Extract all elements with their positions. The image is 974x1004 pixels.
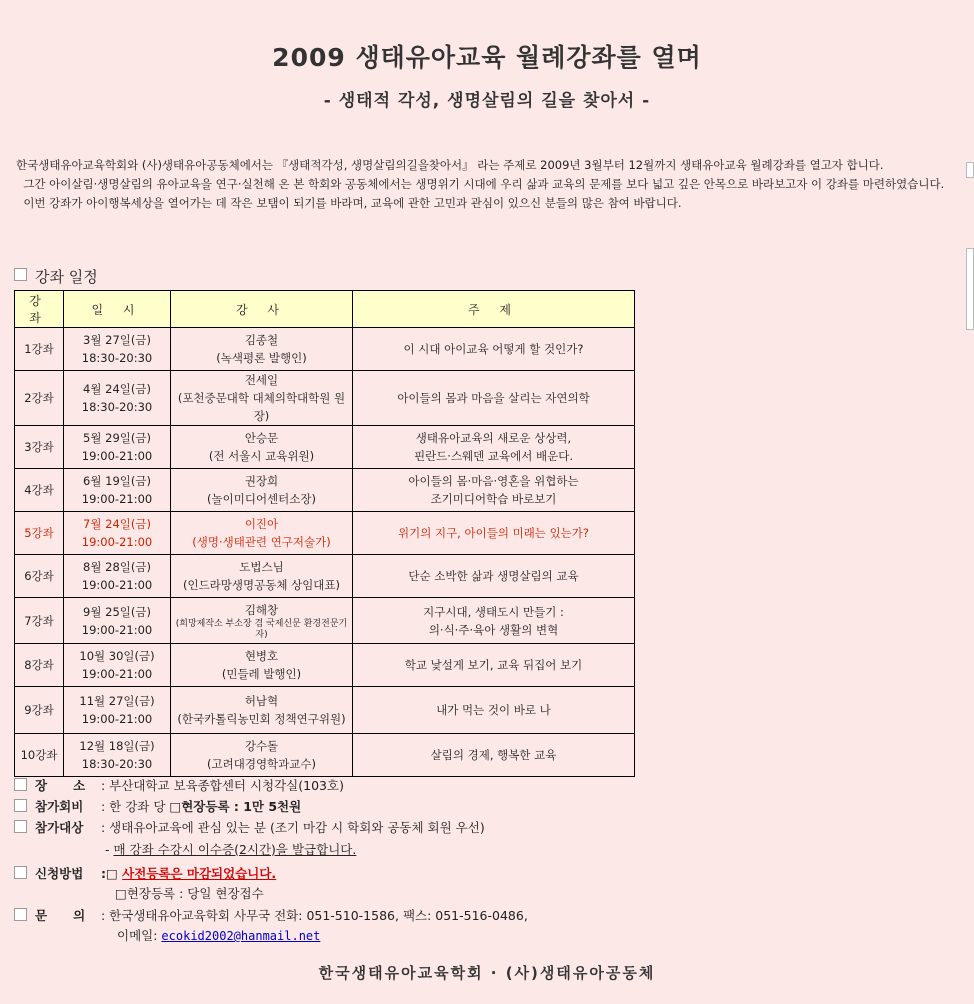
intro-paragraph: 한국생태유아교육학회와 (사)생태유아공동체에서는 『생태적각성, 생명살림의길을찾아서』 라는 주제로 2009년 3월부터 12월까지 생태유아교육 월례강좌를 열고자 합니다.: [16, 158, 884, 172]
fee-onsite: □현장등록: [169, 799, 230, 814]
speaker-name: 김종철: [244, 333, 279, 347]
lecture-time: 19:00-21:00: [81, 712, 153, 726]
speaker-affiliation: (희망제작소 부소장 겸 국제신문 환경전문기자): [175, 618, 348, 640]
table-row: [15, 644, 635, 687]
fee-line: [14, 797, 301, 815]
lecture-time: 19:00-21:00: [81, 449, 153, 463]
speaker-name: 도법스님: [239, 560, 284, 574]
topic-line: 내가 먹는 것이 바로 나: [436, 703, 551, 717]
schedule-heading: 강좌 일정: [14, 266, 98, 287]
lecture-number: 10강좌: [15, 734, 64, 777]
lecture-date: 10월 30일(금): [79, 649, 155, 663]
table-header-row: [15, 291, 635, 328]
speaker-affiliation: (포천중문대학 대체의학대학원 원장): [177, 391, 346, 423]
lecture-topic: [353, 512, 635, 555]
checkbox-icon: [14, 908, 27, 921]
lecture-datetime: [64, 426, 171, 469]
table-row: [15, 687, 635, 734]
column-header: 주 제: [353, 291, 635, 328]
lecture-speaker: [171, 512, 353, 555]
topic-line: 조기미디어학습 바로보기: [430, 492, 557, 506]
lecture-time: 19:00-21:00: [81, 535, 153, 549]
apply-label: 신청방법: [35, 866, 84, 881]
topic-line: 핀란드·스웨덴 교육에서 배운다.: [413, 449, 574, 463]
schedule-table: [14, 290, 635, 777]
topic-line: 아이들의 몸과 마음을 살리는 자연의학: [397, 391, 590, 405]
lecture-date: 6월 19일(금): [83, 474, 151, 488]
lecture-topic: [353, 644, 635, 687]
target-note: 매 강좌 수강시 이수증(2시간)을 발급합니다.: [113, 842, 357, 857]
lecture-datetime: [64, 687, 171, 734]
page-title: 2009 생태유아교육 월례강좌를 열며: [272, 43, 702, 72]
checkbox-icon: [14, 778, 27, 791]
speaker-name: 전세일: [244, 373, 279, 387]
lecture-time: 18:30-20:30: [81, 400, 153, 414]
table-row: [15, 555, 635, 598]
lecture-topic: [353, 687, 635, 734]
speaker-affiliation: (한국카톨릭농민회 정책연구위원): [177, 712, 346, 726]
lecture-date: 4월 24일(금): [83, 382, 151, 396]
lecture-number: 2강좌: [15, 371, 64, 426]
lecture-number: 3강좌: [15, 426, 64, 469]
speaker-name: 허남혁: [244, 694, 279, 708]
lecture-date: 5월 29일(금): [83, 431, 151, 445]
email-link[interactable]: ecokid2002@hanmail.net: [161, 929, 321, 943]
lecture-speaker: [171, 555, 353, 598]
target-note-line: [105, 840, 356, 858]
target-label: 참가대상: [35, 820, 84, 835]
lecture-time: 18:30-20:30: [81, 757, 153, 771]
table-row: [15, 512, 635, 555]
table-row: [15, 426, 635, 469]
lecture-topic: [353, 469, 635, 512]
lecture-speaker: [171, 687, 353, 734]
lecture-topic: [353, 371, 635, 426]
topic-line: 의·식·주·육아 생활의 변혁: [428, 622, 559, 637]
topic-line: 단순 소박한 삶과 생명살림의 교육: [408, 569, 579, 583]
scroll-marker: [966, 248, 974, 330]
lecture-speaker: [171, 371, 353, 426]
target-line: [14, 818, 485, 836]
place-label: 장 소: [35, 778, 86, 793]
speaker-affiliation: (전 서울시 교육위원): [208, 449, 315, 463]
lecture-datetime: [64, 598, 171, 644]
checkbox-icon: [14, 866, 27, 879]
lecture-date: 12월 18일(금): [79, 739, 155, 753]
lecture-time: 19:00-21:00: [81, 667, 153, 681]
checkbox-icon: [14, 820, 27, 833]
schedule-body: [15, 328, 635, 777]
apply-prefix: :□: [101, 866, 123, 881]
lecture-datetime: [64, 644, 171, 687]
footer-organizers: 한국생태유아교육학회 · (사)생태유아공동체: [318, 964, 656, 982]
speaker-name: 이진아: [244, 517, 279, 531]
lecture-topic: [353, 555, 635, 598]
lecture-number: 1강좌: [15, 328, 64, 371]
table-row: [15, 328, 635, 371]
lecture-topic: [353, 328, 635, 371]
intro-paragraph: 이번 강좌가 아이행복세상을 열어가는 데 작은 보탬이 되기를 바라며, 교육에 관한 고민과 관심이 있으신 분들의 많은 참여 바랍니다.: [16, 196, 682, 210]
topic-line: 살림의 경제, 행복한 교육: [430, 748, 557, 762]
table-row: [15, 598, 635, 644]
table-row: [15, 371, 635, 426]
fee-label: 참가회비: [35, 799, 84, 814]
lecture-speaker: [171, 328, 353, 371]
topic-line: 생태유아교육의 새로운 상상력,: [415, 431, 572, 445]
topic-line: 지구시대, 생태도시 만들기 :: [423, 604, 564, 619]
column-header: 일 시: [64, 291, 171, 328]
lecture-number: 8강좌: [15, 644, 64, 687]
topic-line: 이 시대 아이교육 어떻게 할 것인가?: [403, 342, 584, 356]
checkbox-icon: [14, 268, 27, 281]
contact-line: [14, 906, 528, 924]
lecture-datetime: [64, 469, 171, 512]
column-header: 강 사: [171, 291, 353, 328]
lecture-speaker: [171, 469, 353, 512]
lecture-datetime: [64, 734, 171, 777]
email-label: 이메일:: [117, 928, 162, 943]
lecture-number: 4강좌: [15, 469, 64, 512]
table-row: [15, 469, 635, 512]
topic-line: 학교 낯설게 보기, 교육 뒤집어 보기: [404, 658, 583, 672]
lecture-time: 19:00-21:00: [81, 492, 153, 506]
lecture-topic: [353, 426, 635, 469]
lecture-number: 5강좌: [15, 512, 64, 555]
apply-line-2: □현장등록 : 당일 현장접수: [115, 886, 264, 901]
lecture-topic: [353, 734, 635, 777]
speaker-name: 강수돌: [244, 739, 279, 753]
speaker-affiliation: (고려대경영학과교수): [207, 757, 316, 771]
lecture-date: 3월 27일(금): [83, 333, 151, 347]
place-value: : 부산대학교 보육종합센터 시청각실(103호): [101, 778, 344, 793]
apply-line: [14, 864, 276, 882]
lecture-date: 9월 25일(금): [83, 604, 151, 619]
speaker-name: 권장희: [244, 474, 279, 488]
lecture-datetime: [64, 512, 171, 555]
fee-value: : 한 강좌 당: [101, 799, 170, 814]
speaker-name: 안승문: [244, 431, 279, 445]
speaker-affiliation: (생명·생태관련 연구저술가): [192, 535, 331, 549]
checkbox-icon: [14, 799, 27, 812]
lecture-number: 9강좌: [15, 687, 64, 734]
speaker-affiliation: (인드라망생명공동체 상임대표): [182, 578, 341, 592]
topic-line: 아이들의 몸·마음·영혼을 위협하는: [408, 474, 579, 488]
apply-closed-notice: 사전등록은 마감되었습니다.: [122, 866, 277, 881]
speaker-name: 김해창: [244, 602, 279, 617]
lecture-topic: [353, 598, 635, 644]
target-value: : 생태유아교육에 관심 있는 분 (조기 마감 시 학회와 공동체 회원 우선): [101, 820, 485, 835]
lecture-datetime: [64, 371, 171, 426]
speaker-name: 현병호: [244, 649, 279, 663]
lecture-speaker: [171, 644, 353, 687]
fee-amount: : 1만 5천원: [229, 799, 302, 814]
lecture-date: 11월 27일(금): [79, 694, 155, 708]
contact-label: 문 의: [35, 908, 86, 923]
lecture-number: 6강좌: [15, 555, 64, 598]
speaker-affiliation: (놀이미디어센터소장): [207, 492, 316, 506]
lecture-datetime: [64, 555, 171, 598]
table-row: [15, 734, 635, 777]
lecture-speaker: [171, 734, 353, 777]
lecture-speaker: [171, 426, 353, 469]
email-line: [117, 926, 320, 944]
intro-paragraph: 그간 아이살림·생명살림의 유아교육을 연구·실천해 온 본 학회와 공동체에서는 생명위기 시대에 우리 삶과 교육의 문제를 보다 넓고 깊은 안목으로 바라보고자 이 강좌를 마련하였습니다.: [16, 177, 945, 191]
lecture-time: 19:00-21:00: [81, 578, 153, 592]
lecture-time: 18:30-20:30: [81, 351, 153, 365]
target-note-prefix: -: [105, 842, 114, 857]
contact-value: : 한국생태유아교육학회 사무국 전화: 051-510-1586, 팩스: 051-516-0486,: [101, 908, 528, 923]
intro-text: [16, 156, 951, 213]
lecture-datetime: [64, 328, 171, 371]
lecture-time: 19:00-21:00: [81, 622, 153, 637]
page-subtitle: - 생태적 각성, 생명살림의 길을 찾아서 -: [323, 91, 651, 111]
lecture-number: 7강좌: [15, 598, 64, 644]
scroll-marker: [966, 162, 974, 178]
place-line: [14, 776, 344, 794]
lecture-date: 7월 24일(금): [83, 517, 151, 531]
lecture-date: 8월 28일(금): [83, 560, 151, 574]
lecture-speaker: [171, 598, 353, 644]
speaker-affiliation: (민들레 발행인): [221, 667, 302, 681]
topic-line: 위기의 지구, 아이들의 미래는 있는가?: [397, 526, 589, 540]
column-header: 강 좌: [15, 291, 64, 328]
speaker-affiliation: (녹색평론 발행인): [216, 351, 307, 365]
